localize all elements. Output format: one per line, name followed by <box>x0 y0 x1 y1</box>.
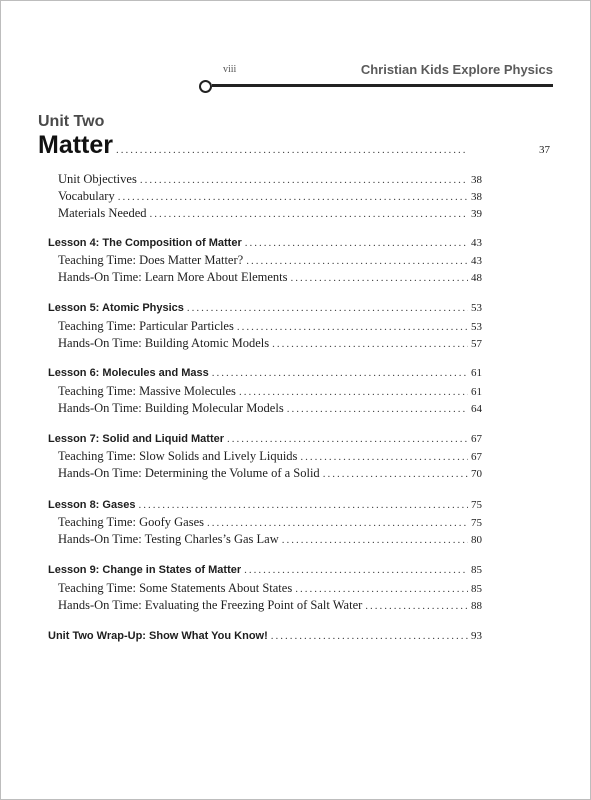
entry-label: Hands-On Time: Building Atomic Models <box>58 336 270 350</box>
lesson-title: Lesson 8: Gases <box>48 499 136 511</box>
leader-dots <box>239 386 468 398</box>
page-ref: 64 <box>471 403 482 415</box>
page-ref: 38 <box>471 174 482 186</box>
toc-entry[interactable] <box>58 253 482 268</box>
entry-label: Teaching Time: Goofy Gases <box>58 515 204 529</box>
page-ref: 43 <box>471 237 482 249</box>
leader-dots <box>212 367 468 379</box>
page-ref: 38 <box>471 191 482 203</box>
entry-label: Hands-On Time: Building Molecular Models <box>58 401 284 415</box>
leader-dots <box>323 468 468 480</box>
leader-dots <box>272 338 468 350</box>
page-ref: 53 <box>471 321 482 333</box>
toc-entry-materials-needed[interactable] <box>58 206 482 221</box>
entry-label: Teaching Time: Massive Molecules <box>58 384 236 398</box>
leader-dots <box>116 144 468 156</box>
page-ref: 75 <box>471 499 482 511</box>
toc-entry[interactable] <box>58 466 482 481</box>
unit-label: Unit Two <box>38 113 105 130</box>
entry-label: Hands-On Time: Testing Charles’s Gas Law <box>58 532 279 546</box>
lesson-title: Lesson 6: Molecules and Mass <box>48 367 209 379</box>
page-ref: 75 <box>471 517 482 529</box>
page-ref: 53 <box>471 302 482 314</box>
leader-dots <box>282 534 468 546</box>
leader-dots <box>150 208 468 220</box>
entry-label: Hands-On Time: Determining the Volume of a Solid <box>58 466 320 480</box>
toc-entry[interactable] <box>58 515 482 530</box>
toc-entry[interactable] <box>58 532 482 547</box>
unit-title: Matter <box>38 131 114 159</box>
page-ref: 67 <box>471 433 482 445</box>
page-ref: 43 <box>471 255 482 267</box>
wrap-up-title: Unit Two Wrap-Up: Show What You Know! <box>48 630 268 642</box>
entry-label: Teaching Time: Particular Particles <box>58 319 234 333</box>
page-ref: 61 <box>471 367 482 379</box>
toc-lesson-8[interactable] <box>48 499 482 511</box>
leader-dots <box>271 630 468 642</box>
leader-dots <box>295 583 468 595</box>
leader-dots <box>227 433 468 445</box>
entry-label: Hands-On Time: Learn More About Elements <box>58 270 288 284</box>
leader-dots <box>138 499 468 511</box>
leader-dots <box>246 255 468 267</box>
leader-dots <box>300 451 468 463</box>
lesson-title: Lesson 5: Atomic Physics <box>48 302 184 314</box>
entry-label: Teaching Time: Does Matter Matter? <box>58 253 244 267</box>
page-ref: 61 <box>471 386 482 398</box>
lesson-title: Lesson 4: The Composition of Matter <box>48 237 242 249</box>
lesson-title: Lesson 9: Change in States of Matter <box>48 564 242 576</box>
toc-entry[interactable] <box>58 449 482 464</box>
page-ref: 80 <box>471 534 482 546</box>
leader-dots <box>365 600 468 612</box>
entry-label: Unit Objectives <box>58 172 137 186</box>
leader-dots <box>118 191 468 203</box>
toc-lesson-7[interactable] <box>48 433 482 445</box>
toc-lesson-5[interactable] <box>48 302 482 314</box>
page-ref: 37 <box>539 144 550 156</box>
leader-dots <box>245 237 468 249</box>
toc-entry[interactable] <box>58 336 482 351</box>
toc-lesson-4[interactable] <box>48 237 482 249</box>
leader-dots <box>187 302 468 314</box>
page-ref: 85 <box>471 583 482 595</box>
toc-lesson-9[interactable] <box>48 564 482 576</box>
toc-entry[interactable] <box>58 384 482 399</box>
leader-dots <box>207 517 468 529</box>
entry-label: Vocabulary <box>58 189 115 203</box>
lesson-title: Lesson 7: Solid and Liquid Matter <box>48 433 225 445</box>
leader-dots <box>244 564 468 576</box>
leader-dots <box>291 272 469 284</box>
toc-entry[interactable] <box>58 581 482 596</box>
unit-title-entry[interactable] <box>38 131 550 160</box>
toc-lesson-6[interactable] <box>48 367 482 379</box>
page-ref: 39 <box>471 208 482 220</box>
leader-dots <box>140 174 468 186</box>
toc-entry[interactable] <box>58 401 482 416</box>
toc-entry-vocabulary[interactable] <box>58 189 482 204</box>
entry-label: Teaching Time: Slow Solids and Lively Liquids <box>58 449 298 463</box>
page-number: viii <box>223 64 237 75</box>
page-ref: 70 <box>471 468 482 480</box>
page-ref: 88 <box>471 600 482 612</box>
toc-entry[interactable] <box>58 270 482 285</box>
page-ref: 57 <box>471 338 482 350</box>
page-ref: 93 <box>471 630 482 642</box>
toc-wrap-up[interactable] <box>48 630 482 642</box>
page-ref: 48 <box>471 272 482 284</box>
page-ref: 67 <box>471 451 482 463</box>
entry-label: Teaching Time: Some Statements About States <box>58 581 293 595</box>
toc-entry[interactable] <box>58 598 482 613</box>
toc-entry[interactable] <box>58 319 482 334</box>
leader-dots <box>237 321 468 333</box>
running-header-title: Christian Kids Explore Physics <box>360 62 553 77</box>
page-ref: 85 <box>471 564 482 576</box>
entry-label: Hands-On Time: Evaluating the Freezing Point of Salt Water <box>58 598 363 612</box>
entry-label: Materials Needed <box>58 206 147 220</box>
toc-entry-unit-objectives[interactable] <box>58 172 482 187</box>
leader-dots <box>287 403 468 415</box>
